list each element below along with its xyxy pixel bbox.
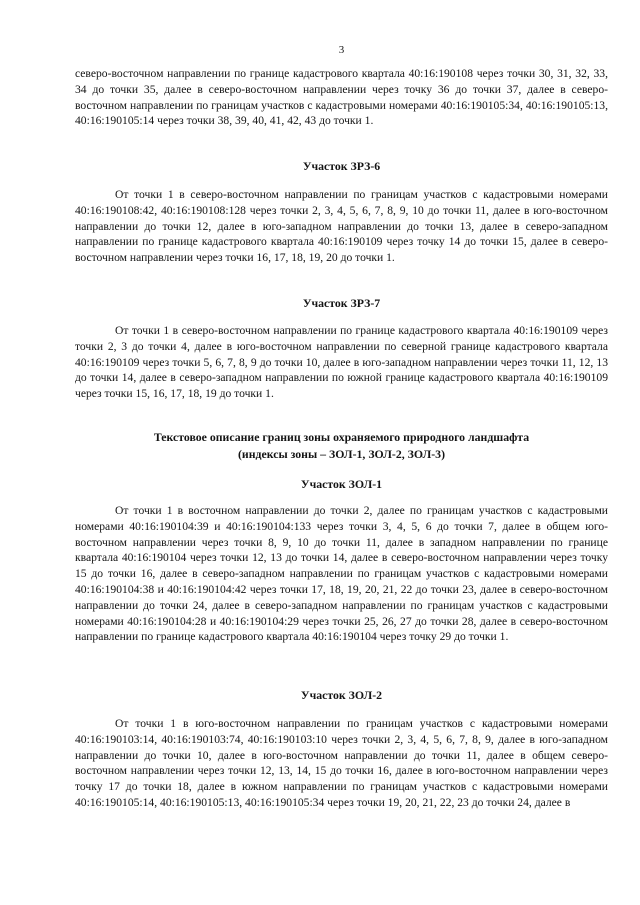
zol2-paragraph: От точки 1 в юго-восточном направлении по границам участков с кадастровыми номерами 40:16:190103:14, 40:16:190103:74, 40:16:190103:10 через точки 2, 3, 4, 5, 6, 7, 8, 9, далее в юго-западном направлении до точки 10, далее в юго-восточном направлении до точки 11, далее в общем северо-восточном направлении через точки 12, 13, 14, 15 до точки 16, далее в юго-восточном направлении через точку 17 до точки 18, далее в южном направлении по границам участков с кадастровыми номерами 40:16:190105:14, 40:16:190105:13, 40:16:190105:34 через точки 19, 20, 21, 22, 23 до точки 24, далее в [75, 717, 608, 809]
zone-heading-line2: (индексы зоны – ЗОЛ-1, ЗОЛ-2, ЗОЛ-3) [237, 447, 446, 461]
zol1-title: Участок ЗОЛ-1 [300, 477, 383, 491]
zone-heading-line1: Текстовое описание границ зоны охраняемого природного ландшафта [153, 430, 530, 444]
zol1-paragraph: От точки 1 в восточном направлении до точки 2, далее по границам участков с кадастровыми номерами 40:16:190104:39 и 40:16:190104:133 через точки 3, 4, 5, 6 до точки 7, далее в общем юго-восточном направлении через точки 8, 9, 10 до точки 11, далее в западном направлении по границе квартала 40:16:190104 через точки 12, 13 до точки 14, далее в северо-восточном направлении через точку 15 до точки 16, далее в северо-западном направлении по границам участков с кадастровыми номерами 40:16:190104:38 и 40:16:190104:42 через точки 17, 18, 19, 20, 21, 22 до точки 23, далее в северо-восточном направлении до точки 24, далее в северо-западном направлении по границам участков с кадастровыми номерами 40:16:190104:28 и 40:16:190104:29 через точки 25, 26, 27 до точки 28, далее в северо-восточном направлении по границе кадастрового квартала 40:16:190104 через точку 29 до точки 1. [75, 504, 608, 644]
zrz6-title: Участок ЗРЗ-6 [302, 159, 381, 173]
zol2-title: Участок ЗОЛ-2 [300, 688, 383, 702]
zrz7-title: Участок ЗРЗ-7 [302, 296, 381, 310]
zrz6-paragraph: От точки 1 в северо-восточном направлении по границам участков с кадастровыми номерами 40:16:190108:42, 40:16:190108:128 через точки 2, 3, 4, 5, 6, 7, 8, 9, 10 до точки 11, далее в юго-восточном направлении до точки 12, далее в юго-западном направлении до точки 13, далее в северо-западном направлении по границе кадастрового квартала 40:16:190109 через точку 14 до точки 15, далее в северо-восточном направлении через точки 16, 17, 18, 19, 20 до точки 1. [75, 188, 608, 265]
page-number: 3 [338, 44, 345, 56]
intro-paragraph: северо-восточном направлении по границе кадастрового квартала 40:16:190108 через точки 30, 31, 32, 33, 34 до точки 35, далее в северо-восточном направлении через точку 36 до точки 37, далее в северо-восточном направлении по границам участков с кадастровыми номерами 40:16:190105:34, 40:16:190105:13, 40:16:190105:14 через точки 38, 39, 40, 41, 42, 43 до точки 1. [75, 67, 608, 128]
zrz7-paragraph: От точки 1 в северо-восточном направлении по границе кадастрового квартала 40:16:190109 через точки 2, 3 до точки 4, далее в юго-восточном направлении по северной границе кадастрового квартала 40:16:190109 через точки 5, 6, 7, 8, 9 до точки 10, далее в юго-западном направлении через точки 11, 12, 13 до точки 14, далее в северо-западном направлении по южной границе кадастрового квартала 40:16:190109 через точки 15, 16, 17, 18, 19 до точки 1. [75, 324, 608, 401]
